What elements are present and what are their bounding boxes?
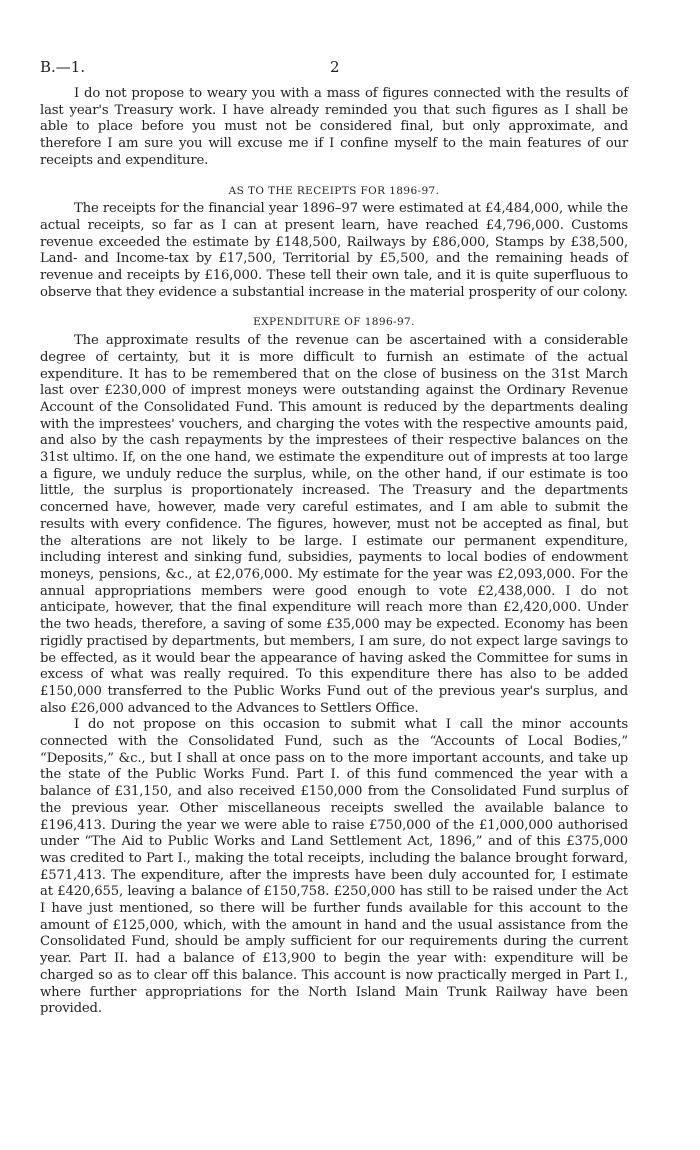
paragraph-receipts: The receipts for the financial year 1896–97 were estimated at £4,484,000, while the actual receipts, so far as I can at present learn, have reached £4,796,000. Customs revenue exceeded the estimate by £148,500, Railways by £86,000, Stamps by £38,500, Land- and Income-tax by £17,500, Territorial by £5,500, and the remaining heads of revenue and receipts by £16,000. These tell their own tale, and it is quite superfluous to observe that they evidence a substantial increase in the material prosperity of our colony. <box>40 201 628 300</box>
paragraph-expenditure: The approximate results of the revenue can be ascertained with a considerable degree of certainty, but it is more difficult to furnish an estimate of the actual expenditure. It has to be remembered that on the close of business on the 31st March last over £230,000 of imprest moneys were outstanding against the Ordinary Revenue Account of the Consolidated Fund. This amount is reduced by the departments dealing with the imprestees' vouchers, and charging the votes with the respective amounts paid, and also by the cash repayments by the imprestees of their respective balances on the 31st ultimo. If, on the one hand, we estimate the expenditure out of imprests at too large a figure, we unduly reduce the surplus, while, on the other hand, if our estimate is too little, the surplus is proportionately increased. The Treasury and the departments concerned have, however, made very careful estimates, and I am able to submit the results with every confidence. The figures, however, must not be accepted as final, but the alterations are not likely to be large. I estimate our permanent expenditure, including interest and sinking fund, subsidies, payments to local bodies of endowment moneys, pensions, &c., at £2,076,000. My estimate for the year was £2,093,000. For the annual appropriations members were good enough to vote £2,438,000. I do not anticipate, however, that the final expenditure will reach more than £2,420,000. Under the two heads, therefore, a saving of some £35,000 may be expected. Economy has been rigidly practised by departments, but members, I am sure, do not expect large savings to be effected, as it would bear the appearance of having asked the Committee for sums in excess of what was really required. To this expenditure there has also to be added £150,000 transferred to the Public Works Fund out of the previous year's surplus, and also £26,000 advanced to the Advances to Settlers Office. <box>40 333 628 716</box>
page-number: 2 <box>330 58 340 76</box>
document-reference: B.—1. <box>40 58 86 76</box>
paragraph-intro: I do not propose to weary you with a mass of figures connected with the results of last year's Treasury work. I have already reminded you that such figures as I shall be able to place before you must not be considered final, but only approximate, and therefore I am sure you will excuse me if I confine myself to the main features of our receipts and expenditure. <box>40 86 628 168</box>
paragraph-accounts: I do not propose on this occasion to submit what I call the minor accounts connected with the Consolidated Fund, such as the “Accounts of Local Bodies,” “Deposits,” &c., but I shall at once pass on to the more important accounts, and take up the state of the Public Works Fund. Part I. of this fund commenced the year with a balance of £31,150, and also received £150,000 from the Consolidated Fund surplus of the previous year. Other miscellaneous receipts swelled the available balance to £196,413. During the year we were able to raise £750,000 of the £1,000,000 authorised under “The Aid to Public Works and Land Settlement Act, 1896,” and of this £375,000 was credited to Part I., making the total receipts, including the balance brought forward, £571,413. The expenditure, after the imprests have been duly accounted for, I estimate at £420,655, leaving a balance of £150,758. £250,000 has still to be raised under the Act I have just mentioned, so there will be further funds available for this account to the amount of £125,000, which, with the amount in hand and the usual assistance from the Consolidated Fund, should be amply sufficient for our requirements during the current year. Part II. had a balance of £13,900 to begin the year with: expenditure will be charged so as to clear off this balance. This account is now practically merged in Part I., where further appropriations for the North Island Main Trunk Railway have been provided. <box>40 717 628 1017</box>
section-heading-receipts: AS TO THE RECEIPTS FOR 1896-97. <box>228 184 440 197</box>
body-text <box>40 86 628 1018</box>
section-heading-expenditure: EXPENDITURE OF 1896-97. <box>253 316 415 329</box>
